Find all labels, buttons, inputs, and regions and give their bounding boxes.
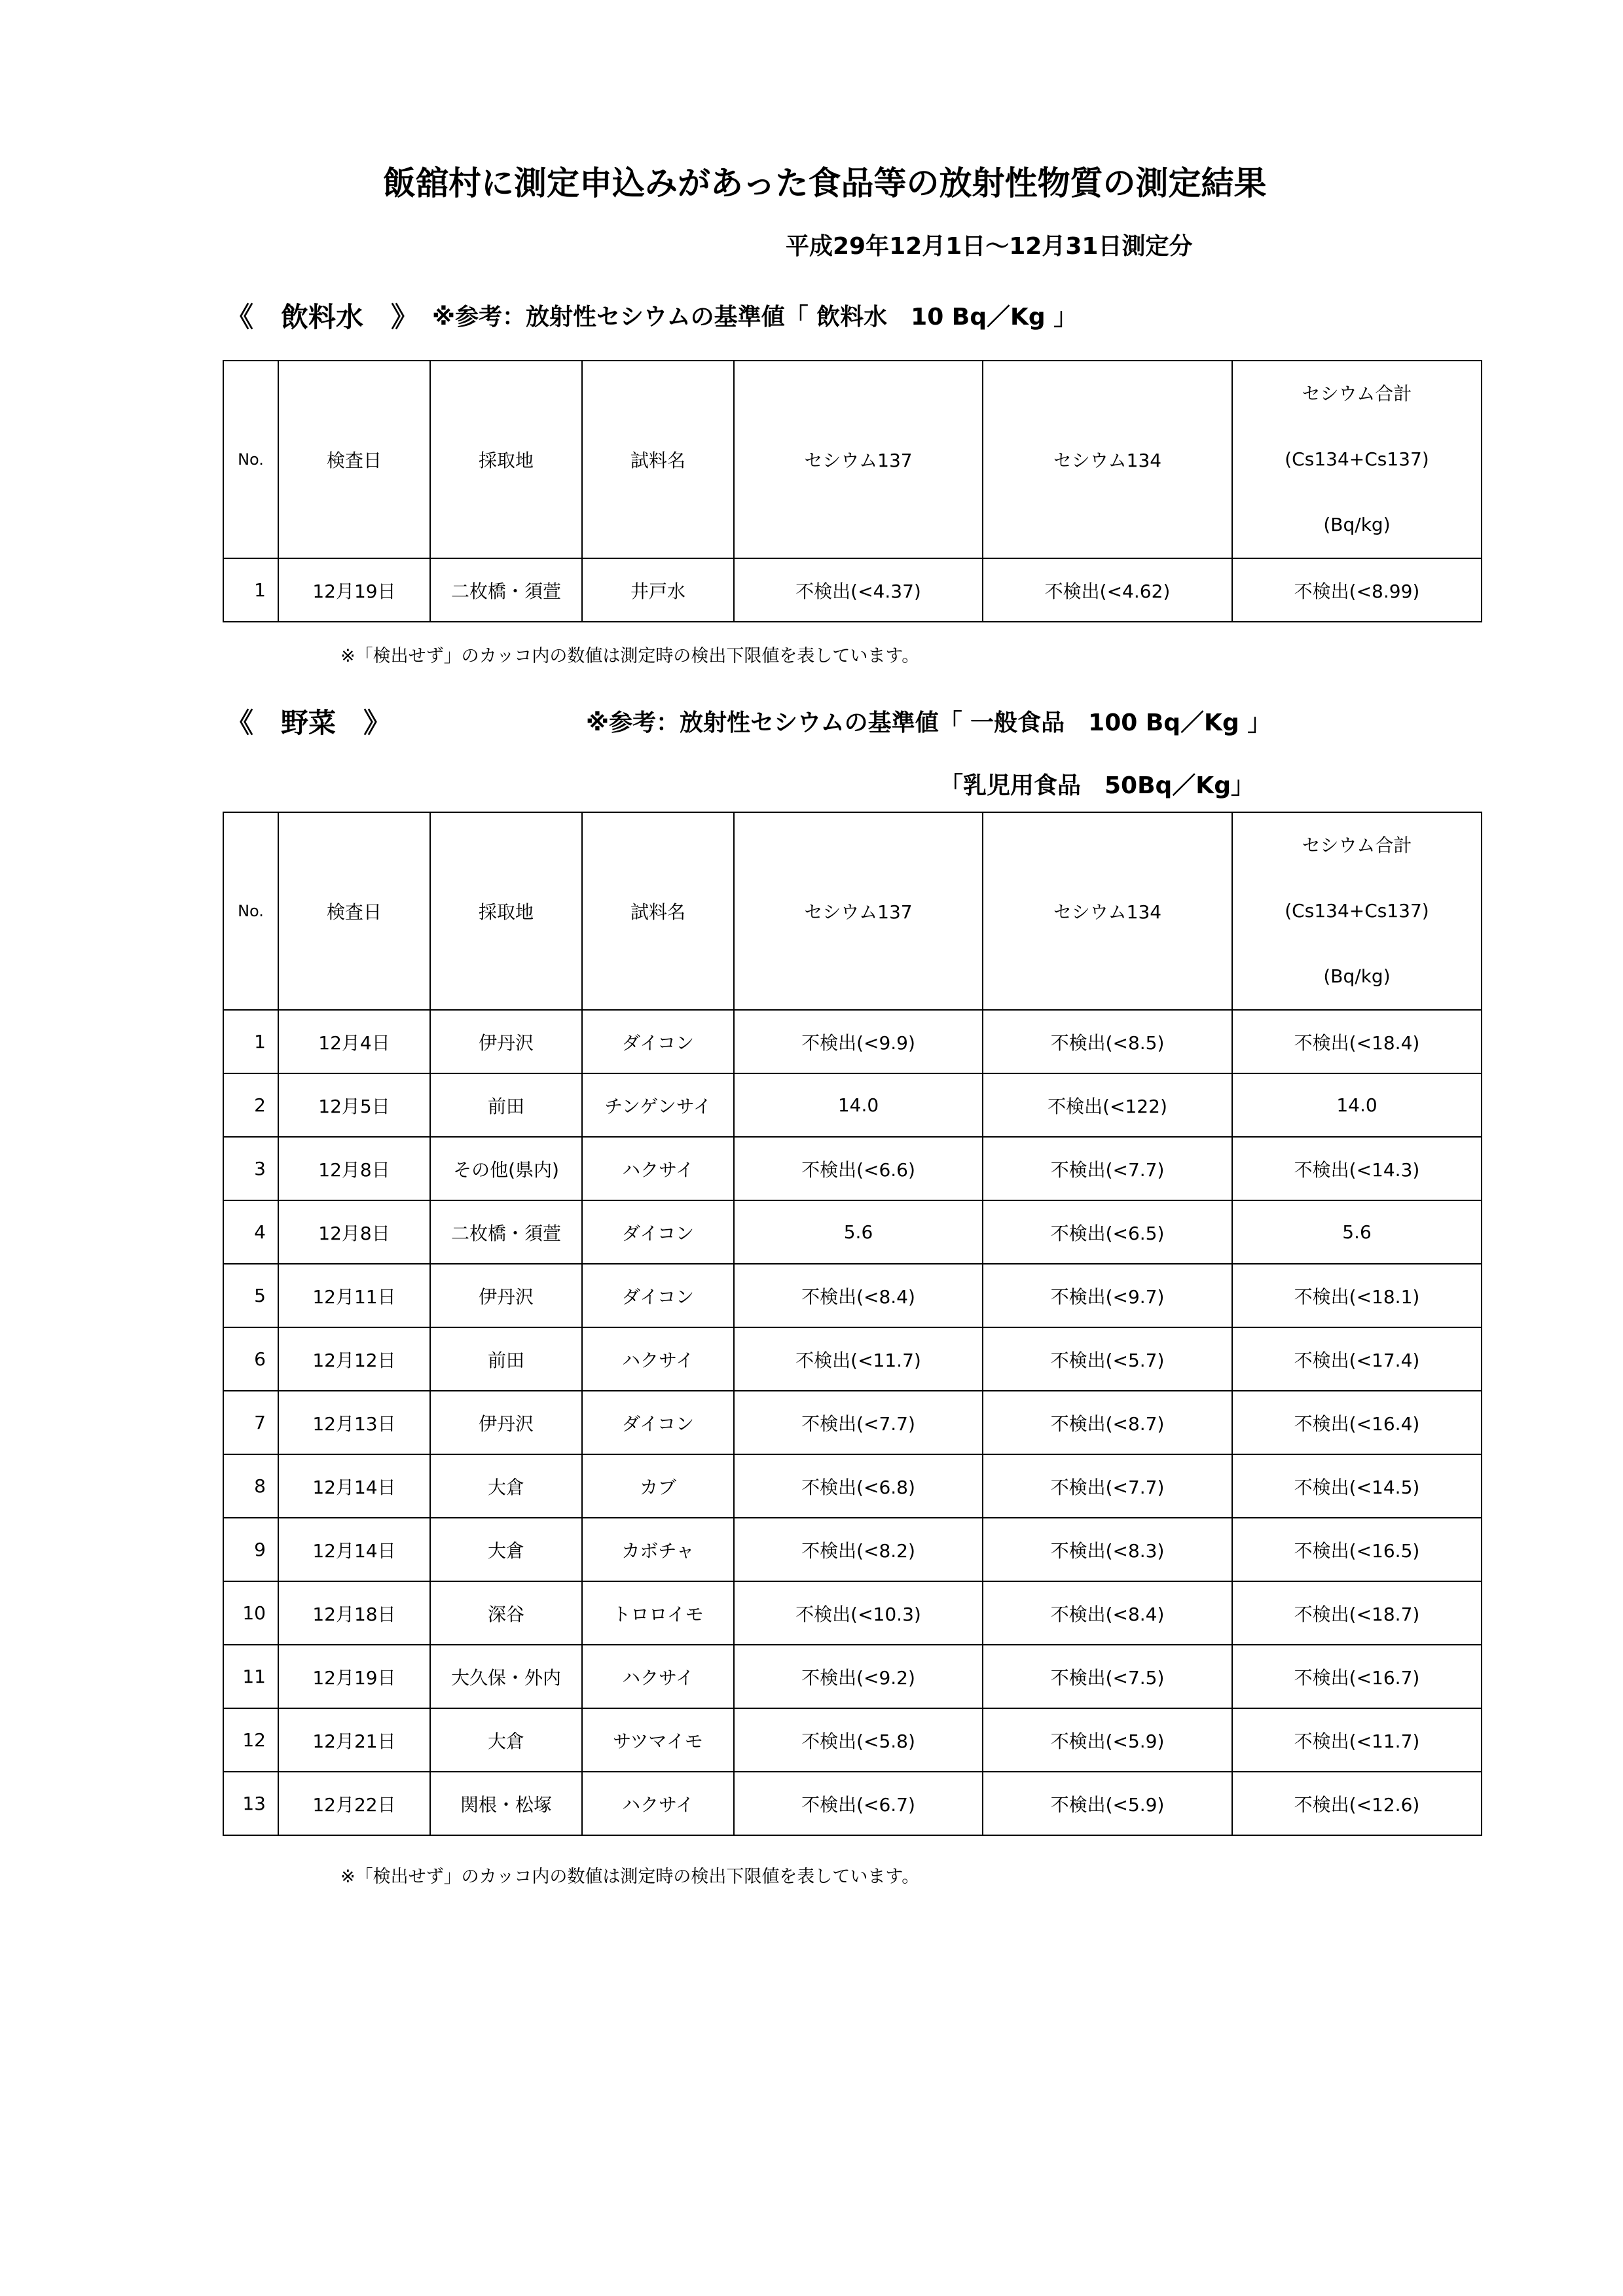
measurement-period: 平成29年12月1日～12月31日測定分 bbox=[786, 233, 1193, 260]
cell-cs137: 不検出(<9.9) bbox=[734, 1010, 983, 1073]
infant-food-reference-note: 「乳児用食品 50Bq／Kg」 bbox=[939, 772, 1254, 799]
cell-date: 12月19日 bbox=[278, 558, 430, 622]
table-row bbox=[223, 1264, 1482, 1327]
header-no: No. bbox=[223, 812, 278, 1010]
header-total-line1: セシウム合計 bbox=[1302, 383, 1412, 404]
cell-place: 前田 bbox=[430, 1327, 582, 1391]
table-row bbox=[223, 1010, 1482, 1073]
cell-date: 12月5日 bbox=[278, 1073, 430, 1137]
cell-cs137: 不検出(<6.7) bbox=[734, 1772, 983, 1835]
cell-no: 1 bbox=[223, 1010, 278, 1073]
cell-total: 不検出(<18.1) bbox=[1232, 1264, 1482, 1327]
cell-date: 12月14日 bbox=[278, 1518, 430, 1581]
header-cs137: セシウム137 bbox=[734, 812, 983, 1010]
cell-cs134: 不検出(<5.9) bbox=[983, 1772, 1232, 1835]
vegetables-results-table bbox=[223, 812, 1482, 1836]
header-total-line2: (Cs134+Cs137) bbox=[1285, 900, 1429, 922]
cell-place: 大倉 bbox=[430, 1518, 582, 1581]
cell-sample: 井戸水 bbox=[582, 558, 734, 622]
table-row bbox=[223, 1645, 1482, 1708]
cell-no: 4 bbox=[223, 1200, 278, 1264]
cell-cs134: 不検出(<7.7) bbox=[983, 1454, 1232, 1518]
cell-cs134: 不検出(<6.5) bbox=[983, 1200, 1232, 1264]
cell-date: 12月21日 bbox=[278, 1708, 430, 1772]
table-row bbox=[223, 1708, 1482, 1772]
water-results-table bbox=[223, 360, 1482, 622]
cell-no: 2 bbox=[223, 1073, 278, 1137]
cell-cs134: 不検出(<9.7) bbox=[983, 1264, 1232, 1327]
cell-total: 不検出(<14.5) bbox=[1232, 1454, 1482, 1518]
header-cs134: セシウム134 bbox=[983, 812, 1232, 1010]
cell-sample: サツマイモ bbox=[582, 1708, 734, 1772]
cell-date: 12月8日 bbox=[278, 1200, 430, 1264]
cell-no: 6 bbox=[223, 1327, 278, 1391]
header-sample: 試料名 bbox=[582, 812, 734, 1010]
cell-sample: ダイコン bbox=[582, 1391, 734, 1454]
vegetables-table-body bbox=[223, 1010, 1482, 1835]
table-row bbox=[223, 1518, 1482, 1581]
cell-no: 3 bbox=[223, 1137, 278, 1200]
cell-place: 二枚橋・須萱 bbox=[430, 558, 582, 622]
cell-cs134: 不検出(<7.5) bbox=[983, 1645, 1232, 1708]
table-header-row bbox=[223, 361, 1482, 558]
cell-place: 二枚橋・須萱 bbox=[430, 1200, 582, 1264]
header-no: No. bbox=[223, 361, 278, 558]
cell-sample: ハクサイ bbox=[582, 1645, 734, 1708]
cell-date: 12月12日 bbox=[278, 1327, 430, 1391]
cell-date: 12月11日 bbox=[278, 1264, 430, 1327]
table-row bbox=[223, 1327, 1482, 1391]
cell-cs137: 不検出(<5.8) bbox=[734, 1708, 983, 1772]
cell-cs137: 14.0 bbox=[734, 1073, 983, 1137]
cell-cs134: 不検出(<122) bbox=[983, 1073, 1232, 1137]
cell-no: 12 bbox=[223, 1708, 278, 1772]
cell-cs134: 不検出(<7.7) bbox=[983, 1137, 1232, 1200]
cell-cs137: 不検出(<10.3) bbox=[734, 1581, 983, 1645]
cell-place: 大久保・外内 bbox=[430, 1645, 582, 1708]
header-date: 検査日 bbox=[278, 361, 430, 558]
cell-cs137: 不検出(<6.6) bbox=[734, 1137, 983, 1200]
table-header-row bbox=[223, 812, 1482, 1010]
cell-total: 不検出(<17.4) bbox=[1232, 1327, 1482, 1391]
cell-no: 9 bbox=[223, 1518, 278, 1581]
cell-place: 大倉 bbox=[430, 1454, 582, 1518]
cell-cs137: 不検出(<8.2) bbox=[734, 1518, 983, 1581]
header-total-line2: (Cs134+Cs137) bbox=[1285, 448, 1429, 470]
cell-cs137: 不検出(<8.4) bbox=[734, 1264, 983, 1327]
table-row bbox=[223, 1073, 1482, 1137]
cell-no: 10 bbox=[223, 1581, 278, 1645]
cell-sample: ダイコン bbox=[582, 1200, 734, 1264]
cell-place: 前田 bbox=[430, 1073, 582, 1137]
cell-sample: ハクサイ bbox=[582, 1137, 734, 1200]
table-row bbox=[223, 1391, 1482, 1454]
table-row bbox=[223, 1200, 1482, 1264]
header-cs134: セシウム134 bbox=[983, 361, 1232, 558]
header-place: 採取地 bbox=[430, 812, 582, 1010]
header-place: 採取地 bbox=[430, 361, 582, 558]
vegetables-reference-note: ※参考：放射性セシウムの基準値「 一般食品 100 Bq／Kg 」 bbox=[586, 709, 1271, 736]
cell-sample: ダイコン bbox=[582, 1010, 734, 1073]
vegetables-section-heading: 《 野菜 》 bbox=[226, 707, 392, 739]
cell-cs137: 不検出(<11.7) bbox=[734, 1327, 983, 1391]
cell-no: 11 bbox=[223, 1645, 278, 1708]
water-section-heading: 《 飲料水 》 bbox=[226, 301, 419, 333]
cell-no: 13 bbox=[223, 1772, 278, 1835]
water-footnote: ※「検出せず」のカッコ内の数値は測定時の検出下限値を表しています。 bbox=[340, 646, 920, 666]
cell-cs134: 不検出(<8.5) bbox=[983, 1010, 1232, 1073]
table-row bbox=[223, 1772, 1482, 1835]
cell-cs137: 不検出(<4.37) bbox=[734, 558, 983, 622]
header-total-line3: (Bq/kg) bbox=[1323, 514, 1391, 535]
cell-date: 12月19日 bbox=[278, 1645, 430, 1708]
cell-total: 14.0 bbox=[1232, 1073, 1482, 1137]
cell-cs134: 不検出(<5.7) bbox=[983, 1327, 1232, 1391]
cell-sample: ハクサイ bbox=[582, 1772, 734, 1835]
cell-date: 12月13日 bbox=[278, 1391, 430, 1454]
cell-cs137: 不検出(<6.8) bbox=[734, 1454, 983, 1518]
header-total bbox=[1232, 361, 1482, 558]
header-cs137: セシウム137 bbox=[734, 361, 983, 558]
cell-total: 不検出(<16.4) bbox=[1232, 1391, 1482, 1454]
cell-cs137: 不検出(<7.7) bbox=[734, 1391, 983, 1454]
cell-cs134: 不検出(<4.62) bbox=[983, 558, 1232, 622]
cell-total: 不検出(<16.7) bbox=[1232, 1645, 1482, 1708]
header-total-line3: (Bq/kg) bbox=[1323, 965, 1391, 987]
cell-total: 不検出(<16.5) bbox=[1232, 1518, 1482, 1581]
cell-date: 12月14日 bbox=[278, 1454, 430, 1518]
cell-date: 12月4日 bbox=[278, 1010, 430, 1073]
table-row bbox=[223, 1454, 1482, 1518]
cell-place: 伊丹沢 bbox=[430, 1010, 582, 1073]
cell-place: 深谷 bbox=[430, 1581, 582, 1645]
cell-cs134: 不検出(<8.7) bbox=[983, 1391, 1232, 1454]
cell-sample: カボチャ bbox=[582, 1518, 734, 1581]
header-sample: 試料名 bbox=[582, 361, 734, 558]
cell-cs134: 不検出(<8.3) bbox=[983, 1518, 1232, 1581]
cell-cs137: 不検出(<9.2) bbox=[734, 1645, 983, 1708]
vegetables-footnote: ※「検出せず」のカッコ内の数値は測定時の検出下限値を表しています。 bbox=[340, 1867, 920, 1887]
cell-sample: トロロイモ bbox=[582, 1581, 734, 1645]
cell-no: 1 bbox=[223, 558, 278, 622]
cell-no: 7 bbox=[223, 1391, 278, 1454]
cell-cs134: 不検出(<8.4) bbox=[983, 1581, 1232, 1645]
cell-sample: カブ bbox=[582, 1454, 734, 1518]
cell-place: その他(県内) bbox=[430, 1137, 582, 1200]
cell-place: 大倉 bbox=[430, 1708, 582, 1772]
table-row bbox=[223, 1581, 1482, 1645]
header-total-line1: セシウム合計 bbox=[1302, 834, 1412, 856]
page-title: 飯舘村に測定申込みがあった食品等の放射性物質の測定結果 bbox=[383, 164, 1267, 202]
cell-total: 不検出(<18.4) bbox=[1232, 1010, 1482, 1073]
cell-sample: ダイコン bbox=[582, 1264, 734, 1327]
cell-place: 伊丹沢 bbox=[430, 1264, 582, 1327]
cell-no: 5 bbox=[223, 1264, 278, 1327]
cell-date: 12月18日 bbox=[278, 1581, 430, 1645]
cell-sample: ハクサイ bbox=[582, 1327, 734, 1391]
cell-place: 伊丹沢 bbox=[430, 1391, 582, 1454]
cell-total: 不検出(<8.99) bbox=[1232, 558, 1482, 622]
cell-total: 不検出(<11.7) bbox=[1232, 1708, 1482, 1772]
water-reference-note: ※参考：放射性セシウムの基準値「 飲料水 10 Bq／Kg 」 bbox=[432, 304, 1078, 331]
table-row bbox=[223, 558, 1482, 622]
cell-date: 12月8日 bbox=[278, 1137, 430, 1200]
cell-total: 不検出(<14.3) bbox=[1232, 1137, 1482, 1200]
header-date: 検査日 bbox=[278, 812, 430, 1010]
cell-total: 不検出(<18.7) bbox=[1232, 1581, 1482, 1645]
cell-no: 8 bbox=[223, 1454, 278, 1518]
header-total bbox=[1232, 812, 1482, 1010]
cell-place: 関根・松塚 bbox=[430, 1772, 582, 1835]
table-row bbox=[223, 1137, 1482, 1200]
cell-total: 不検出(<12.6) bbox=[1232, 1772, 1482, 1835]
cell-cs134: 不検出(<5.9) bbox=[983, 1708, 1232, 1772]
cell-sample: チンゲンサイ bbox=[582, 1073, 734, 1137]
cell-date: 12月22日 bbox=[278, 1772, 430, 1835]
cell-cs137: 5.6 bbox=[734, 1200, 983, 1264]
cell-total: 5.6 bbox=[1232, 1200, 1482, 1264]
